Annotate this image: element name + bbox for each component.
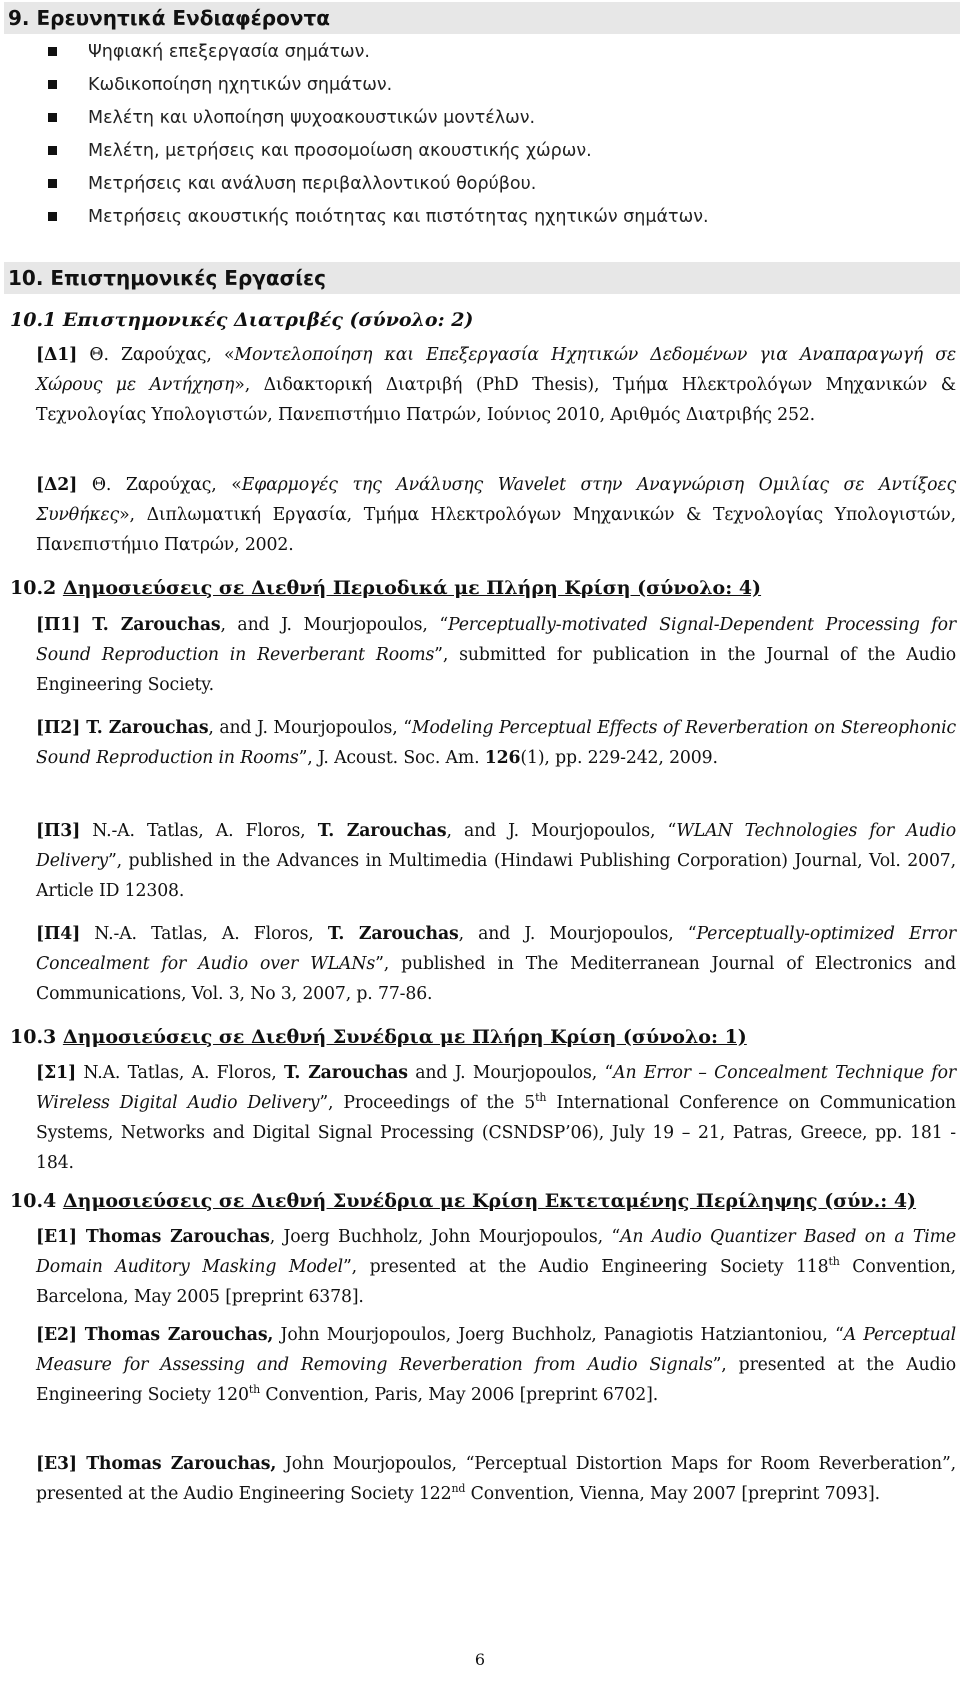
entry-title: WLAN Technologies for Audio Delivery: [36, 821, 956, 871]
entry-authors: N.-A. Tatlas, A. Floros,: [80, 821, 318, 841]
subsection-title: Δημοσιεύσεις σε Διεθνή Περιοδικά με Πλήρη Κρίση (σύνολο: 4): [62, 577, 762, 599]
list-item: Μετρήσεις ακουστικής ποιότητας και πιστότητας ηχητικών σημάτων.: [48, 201, 709, 234]
section-heading-scientific-works: 10. Επιστημονικές Εργασίες: [4, 262, 960, 294]
entry-details: Convention, Paris, May 2006 [preprint 6702].: [260, 1385, 659, 1405]
entry-authors: John Mourjopoulos, Joerg Buchholz, Panagiotis Hatziantoniou, “: [273, 1325, 844, 1345]
entry-title: A Perceptual Measure for Assessing and Removing Reverberation from Audio Signals: [36, 1325, 956, 1375]
entry-authors: , and J. Mourjopoulos, “: [446, 821, 677, 841]
entry-p4: [36, 919, 956, 1009]
entry-authors: Θ. Ζαρούχας, «: [77, 345, 235, 365]
list-item: Ψηφιακή επεξεργασία σημάτων.: [48, 36, 709, 69]
entry-title: Perceptually-optimized Error Concealment for Audio over WLANs: [36, 924, 956, 974]
list-item: Μετρήσεις και ανάλυση περιβαλλοντικού θορύβου.: [48, 168, 709, 201]
entry-title: An Error – Concealment Technique for Wireless Digital Audio Delivery: [36, 1063, 957, 1113]
entry-details: Convention, Barcelona, May 2005 [preprint 6378].: [36, 1257, 957, 1307]
entry-tag: [Π4]: [36, 924, 81, 944]
entry-authors: N.-A. Tatlas, A. Floros,: [80, 924, 328, 944]
entry-title: Perceptually-motivated Signal-Dependent Processing for Sound Reproduction in Reverberant Rooms: [36, 615, 956, 665]
research-interests-list: [48, 36, 709, 234]
superscript: th: [248, 1383, 261, 1397]
subsection-title: Δημοσιεύσεις σε Διεθνή Συνέδρια με Πλήρη Κρίση (σύνολο: 1): [62, 1026, 747, 1048]
subsection-number: 10.3: [10, 1026, 63, 1048]
entry-details: ”, published in the Advances in Multimedia (Hindawi Publishing Corporation) Journal, Vol. 2007, Article ID 12308.: [36, 851, 956, 901]
entry-details: International Conference on Communication Systems, Networks and Digital Signal Processing (CSNDSP’06), July 19 – 21, Patras, Greece, pp. 181 - 184.: [36, 1093, 956, 1173]
subsection-heading-conferences-abstract: [10, 1186, 916, 1216]
entry-tag: [Σ1]: [36, 1063, 76, 1083]
entry-authors: , and J. Mourjopoulos, “: [458, 924, 697, 944]
entry-authors: , and J. Mourjopoulos, “: [208, 718, 412, 738]
entry-authors: John Mourjopoulos, “: [276, 1454, 475, 1474]
entry-p1: [36, 610, 956, 700]
entry-authors: , Joerg Buchholz, John Mourjopoulos, “: [269, 1227, 621, 1247]
entry-author-highlight: Thomas Zarouchas,: [76, 1325, 274, 1345]
entry-e2: [36, 1320, 956, 1410]
entry-details: ”, presented at the Audio Engineering Society 118: [342, 1257, 829, 1277]
entry-details: », Διπλωματική Εργασία, Τμήμα Ηλεκτρολόγων Μηχανικών & Τεχνολογίας Υπολογιστών, Πανεπιστήμιο Πατρών, 2002.: [36, 505, 956, 555]
entry-title: Modeling Perceptual Effects of Reverberation on Stereophonic Sound Reproduction in Rooms: [36, 718, 956, 768]
entry-title: Εφαρμογές της Ανάλυσης Wavelet στην Αναγνώριση Ομιλίας σε Αντίξοες Συνθήκες: [36, 475, 956, 525]
entry-authors: and J. Mourjopoulos, “: [407, 1063, 614, 1083]
entry-tag: [E3]: [36, 1454, 77, 1474]
entry-title: Μοντελοποίηση και Επεξεργασία Ηχητικών Δεδομένων για Αναπαραγωγή σε Χώρους με Αντήχηση: [36, 345, 956, 395]
subsection-heading-dissertations: 10.1 Επιστημονικές Διατριβές (σύνολο: 2): [10, 309, 474, 331]
entry-tag: [E1]: [36, 1227, 77, 1247]
superscript: nd: [451, 1482, 466, 1496]
entry-details: », Διδακτορική Διατριβή (PhD Thesis), Τμήμα Ηλεκτρολόγων Μηχανικών & Τεχνολογίας Υπολογιστών, Πανεπιστήμιο Πατρών, Ιούνιος 2010, Αριθμός Διατριβής 252.: [36, 375, 957, 425]
entry-details: ”, Proceedings of the 5: [319, 1093, 536, 1113]
entry-author-highlight: T. Zarouchas: [327, 924, 459, 944]
entry-tag: [E2]: [36, 1325, 77, 1345]
entry-author-highlight: T. Zarouchas: [283, 1063, 408, 1083]
entry-tag: [Π2]: [36, 718, 81, 738]
entry-author-highlight: Thomas Zarouchas: [76, 1227, 270, 1247]
entry-s1: [36, 1058, 956, 1178]
list-item: Κωδικοποίηση ηχητικών σημάτων.: [48, 69, 709, 102]
entry-author-highlight: T. Zarouchas: [80, 615, 221, 635]
superscript: th: [535, 1091, 547, 1105]
entry-e1: [36, 1222, 956, 1312]
subsection-heading-conferences-full: [10, 1022, 747, 1052]
entry-tag: [Π3]: [36, 821, 81, 841]
entry-details: ”, presented at the Audio Engineering Society 120: [36, 1355, 957, 1405]
entry-details: (1), pp. 229-242, 2009.: [520, 748, 718, 768]
list-item: Μελέτη, μετρήσεις και προσομοίωση ακουστικής χώρων.: [48, 135, 709, 168]
entry-details: ”, presented at the Audio Engineering Society 122: [36, 1454, 956, 1504]
entry-title: An Audio Quantizer Based on a Time Domain Auditory Masking Model: [36, 1227, 956, 1277]
entry-author-highlight: Thomas Zarouchas,: [76, 1454, 277, 1474]
section-heading-research-interests: 9. Ερευνητικά Ενδιαφέροντα: [4, 2, 960, 34]
entry-authors: , and J. Mourjopoulos, “: [220, 615, 449, 635]
entry-details: ”, published in The Mediterranean Journal of Electronics and Communications, Vol. 3, No 3, 2007, p. 77-86.: [36, 954, 956, 1004]
subsection-title: Δημοσιεύσεις σε Διεθνή Συνέδρια με Κρίση Εκτεταμένης Περίληψης (σύν.: 4): [62, 1190, 917, 1212]
entry-authors: N.A. Tatlas, A. Floros,: [76, 1063, 284, 1083]
entry-authors: Θ. Ζαρούχας, «: [77, 475, 242, 495]
entry-e3: [36, 1449, 956, 1509]
entry-tag: [Π1]: [36, 615, 81, 635]
entry-author-highlight: T. Zarouchas: [80, 718, 209, 738]
entry-d2: [36, 470, 956, 560]
entry-p2: [36, 713, 956, 773]
entry-title: Perceptual Distortion Maps for Room Reverberation: [474, 1454, 942, 1474]
list-item: Μελέτη και υλοποίηση ψυχοακουστικών μοντέλων.: [48, 102, 709, 135]
entry-details: ”, J. Acoust. Soc. Am.: [298, 748, 485, 768]
entry-tag: [Δ2]: [36, 475, 78, 495]
entry-details: ”, submitted for publication in the Journal of the Audio Engineering Society.: [36, 645, 956, 695]
subsection-heading-journals: [10, 573, 761, 603]
subsection-number: 10.2: [10, 577, 63, 599]
entry-details: Convention, Vienna, May 2007 [preprint 7093].: [465, 1484, 880, 1504]
entry-volume: 126: [484, 748, 521, 768]
entry-p3: [36, 816, 956, 906]
page-number: 6: [474, 1650, 486, 1669]
subsection-number: 10.4: [10, 1190, 63, 1212]
entry-author-highlight: T. Zarouchas: [317, 821, 447, 841]
superscript: th: [828, 1255, 840, 1269]
entry-tag: [Δ1]: [36, 345, 78, 365]
entry-d1: [36, 340, 956, 430]
